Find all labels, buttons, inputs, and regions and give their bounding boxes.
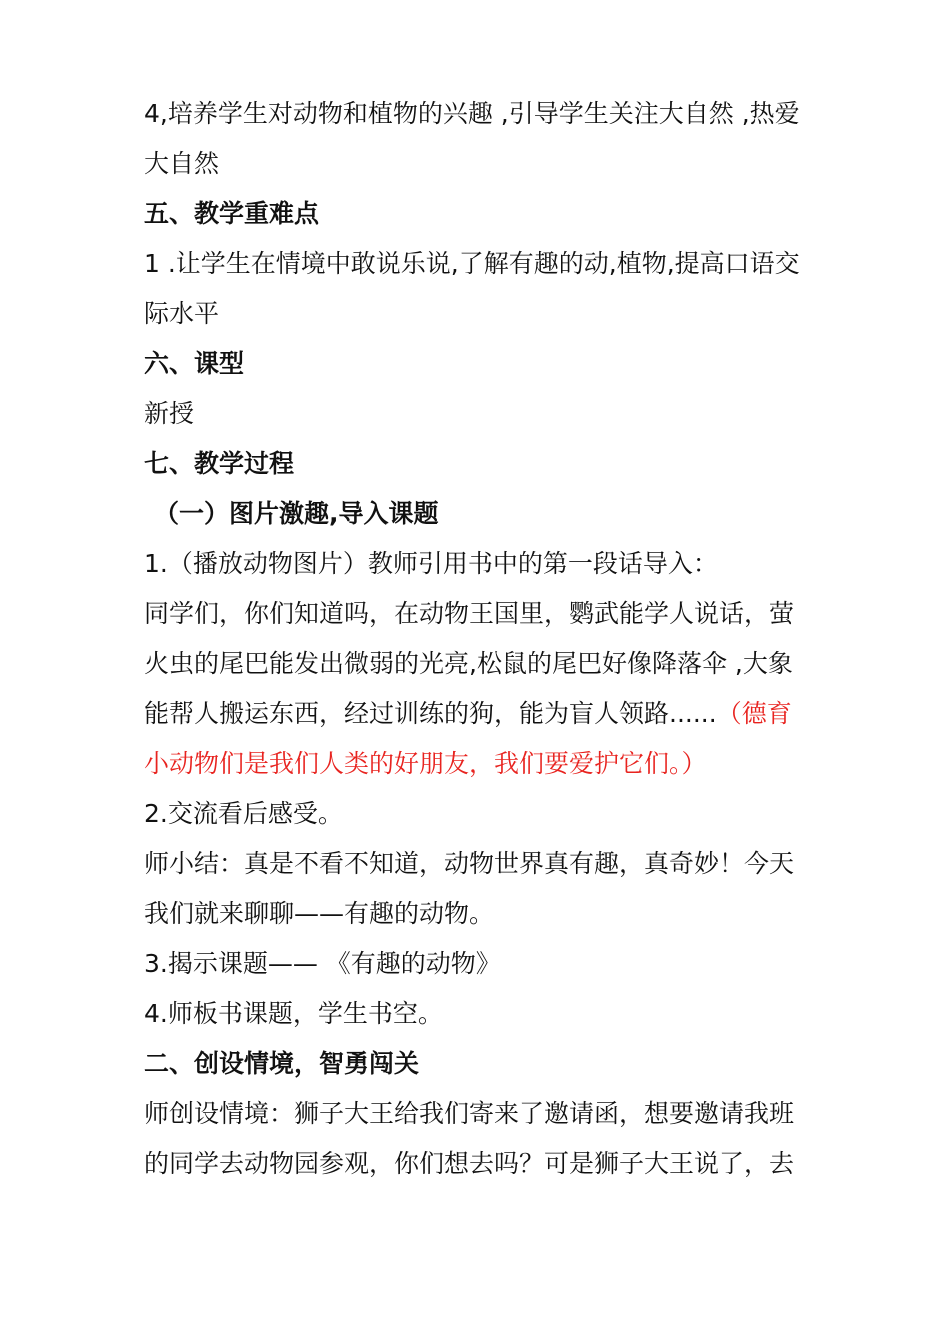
step-2-line: 2.交流看后感受。 xyxy=(144,799,343,828)
step-1-line: 1.（播放动物图片）教师引用书中的第一段话导入： xyxy=(144,549,718,578)
scenario-paragraph-line-2: 的同学去动物园参观，你们想去吗？可是狮子大王说了，去 xyxy=(144,1149,795,1178)
step-3-line: 3.揭示课题—— 《有趣的动物》 xyxy=(144,949,501,978)
moral-education-note-line xyxy=(144,739,810,789)
lesson-type-value: 新授 xyxy=(144,399,195,428)
objective-4-line-1: 4,培养学生对动物和植物的兴趣 ,引导学生关注大自然 ,热爱 xyxy=(144,99,800,128)
moral-education-note-text: 小动物们是我们人类的好朋友，我们要爱护它们。） xyxy=(144,749,707,778)
objective-4-line-2: 大自然 xyxy=(144,149,220,178)
section-heading-scenario: 二、创设情境，智勇闯关 xyxy=(144,1049,420,1078)
teacher-summary-line-1: 师小结：真是不看不知道，动物世界真有趣，真奇妙！今天 xyxy=(144,849,795,878)
intro-paragraph-line-3: 能帮人搬运东西，经过训练的狗，能为盲人领路......（德育 xyxy=(144,699,792,728)
teacher-summary-line-2: 我们就来聊聊——有趣的动物。 xyxy=(144,899,495,928)
key-point-line-2: 际水平 xyxy=(144,299,220,328)
moral-education-note-start: （德育 xyxy=(716,699,792,728)
intro-paragraph-line-2: 火虫的尾巴能发出微弱的光亮,松鼠的尾巴好像降落伞 ,大象 xyxy=(144,649,793,678)
scenario-paragraph-line-1: 师创设情境：狮子大王给我们寄来了邀请函，想要邀请我班 xyxy=(144,1099,795,1128)
section-heading-teaching-process: 七、教学过程 xyxy=(144,449,295,478)
intro-paragraph-line-1: 同学们，你们知道吗，在动物王国里，鹦武能学人说话，萤 xyxy=(144,599,795,628)
subsection-heading-intro: （一）图片激趣,导入课题 xyxy=(154,499,439,528)
step-4-line: 4.师板书课题，学生书空。 xyxy=(144,999,443,1028)
section-heading-key-points: 五、教学重难点 xyxy=(144,199,320,228)
key-point-line-1: 1 .让学生在情境中敢说乐说,了解有趣的动,植物,提高口语交 xyxy=(144,249,800,278)
section-heading-lesson-type: 六、课型 xyxy=(144,349,245,378)
